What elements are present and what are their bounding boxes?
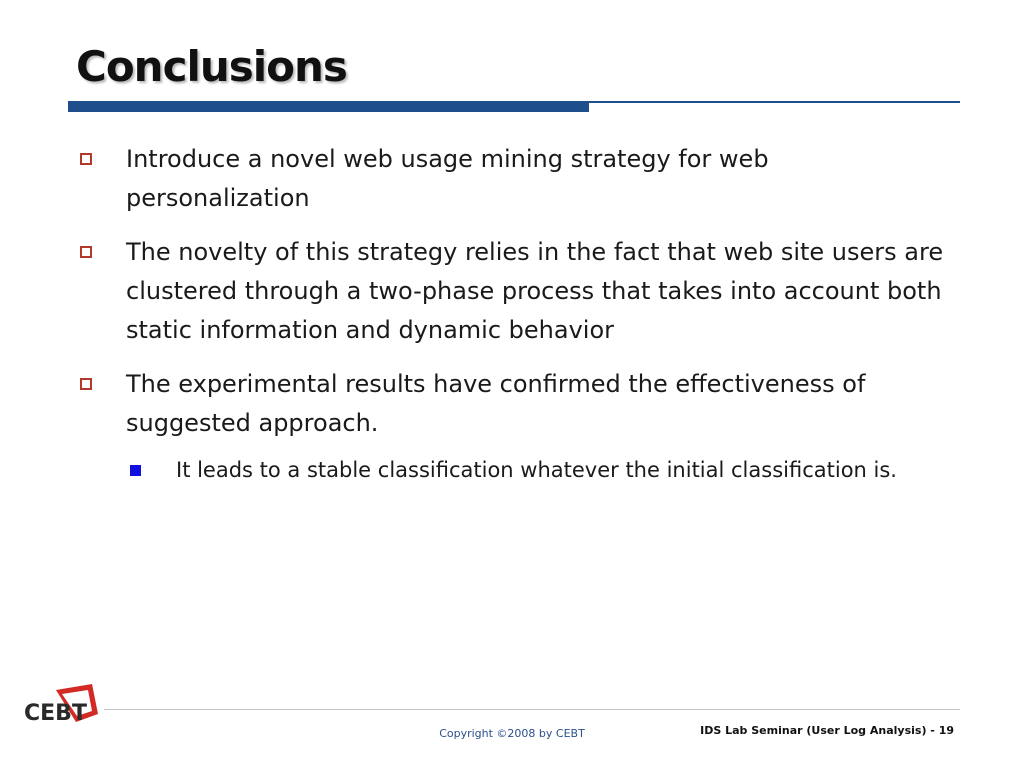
- copyright-text: Copyright ©2008 by CEBT: [439, 727, 585, 740]
- bullet-text: The experimental results have confirmed the effectiveness of suggested approach.: [126, 370, 866, 437]
- bullet-item: [76, 365, 956, 443]
- hollow-square-bullet-icon: [80, 378, 92, 390]
- title-rule-thin: [589, 101, 960, 103]
- slide-title: Conclusions: [76, 42, 347, 91]
- seminar-page-label: IDS Lab Seminar (User Log Analysis) - 19: [700, 724, 954, 737]
- bullet-item: [76, 233, 956, 350]
- bullet-list: [76, 140, 956, 488]
- sub-bullet-text: It leads to a stable classification whatever the initial classification is.: [176, 458, 897, 482]
- title-rule-thick: [68, 101, 589, 112]
- footer-divider: [104, 709, 960, 710]
- cebt-logo: [22, 680, 100, 732]
- bullet-item: [76, 140, 956, 218]
- sub-bullet-item: [76, 452, 956, 488]
- bullet-text: Introduce a novel web usage mining strategy for web personalization: [126, 145, 769, 212]
- hollow-square-bullet-icon: [80, 246, 92, 258]
- filled-square-bullet-icon: [130, 465, 141, 476]
- bullet-text: The novelty of this strategy relies in the fact that web site users are clustered through a two-phase process that takes into account both static information and dynamic behavior: [126, 238, 944, 344]
- logo-text: CEBT: [24, 701, 87, 726]
- hollow-square-bullet-icon: [80, 153, 92, 165]
